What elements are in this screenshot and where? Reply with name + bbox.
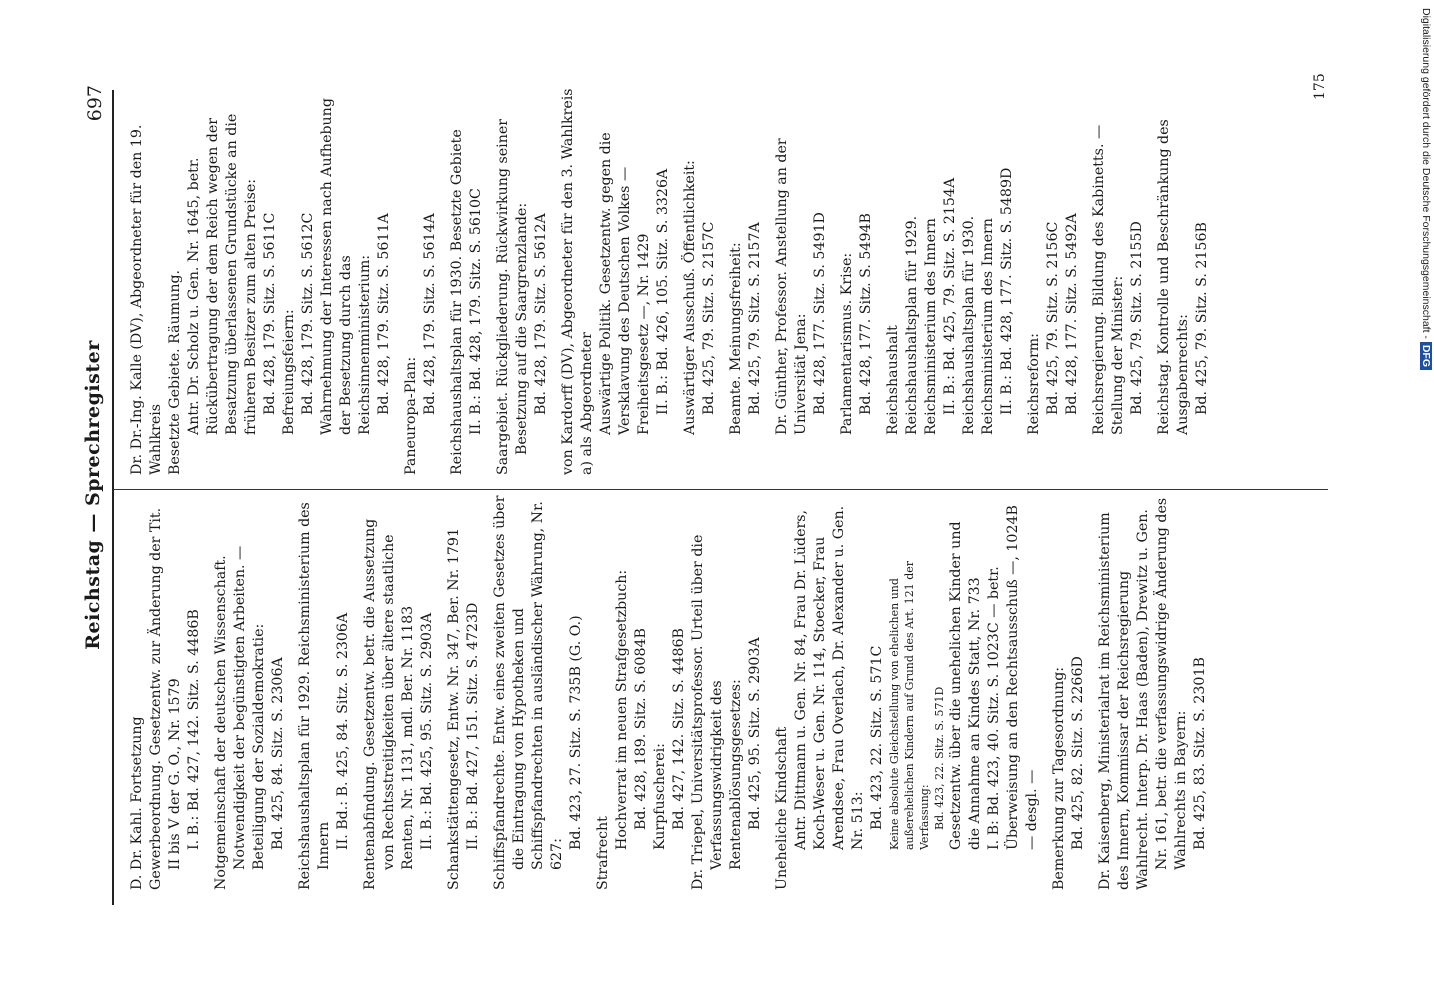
right-column: [120, 80, 1212, 475]
register-entry: Dr. Triepel, Universitätsprofessor. Urteil über die Verfassungswidrigkeit des Rentenablösungsgesetzes:: [690, 534, 744, 890]
register-entry: Bd. 423, 27. Sitz. S. 735B (G. O.): [568, 615, 584, 850]
register-entry: Reichshaushalt: [885, 325, 901, 435]
register-entry: Bd. 428, 179. Sitz. S. 5614A: [422, 213, 438, 415]
column-divider: [113, 489, 1328, 490]
register-entry: Schiffspfandrechte. Entw. eines zweiten Gesetzes über die Eintragung von Hypotheken und Schiffspfandrechten in ausländischer Währung, Nr. 627:: [492, 495, 565, 890]
register-entry: Reichshaushaltsplan für 1930. Reichsministerium des Innern: [961, 215, 996, 435]
register-entry: Saargebiet. Rückgliederung. Rückwirkung seiner Besetzung auf die Saargrenzlande:: [495, 118, 530, 475]
register-entry: Besetzte Gebiete. Räumung.: [167, 269, 183, 475]
register-entry: Reichsregierung. Bildung des Kabinetts. — Stellung der Minister:: [1091, 124, 1126, 435]
register-entry: II. B.: Bd. 426, 105. Sitz. S. 3326A: [655, 168, 671, 415]
register-entry: Bd. 425, 84. Sitz. S. 2306A: [270, 657, 286, 850]
register-entry: Bd. 425, 95. Sitz. S. 2903A: [747, 637, 763, 830]
register-entry: Antr. Dittmann u. Gen. Nr. 84, Frau Dr. Lüders, Koch-Weser u. Gen. Nr. 114, Stoecker, Frau Arendsee, Frau Overlach, Dr. Alexander u. Gen. Nr. 513:: [793, 505, 866, 850]
register-entry: Bd. 425, 79. Sitz. S. 2157A: [747, 222, 763, 415]
register-entry: Bd. 425, 79. Sitz. S. 2155D: [1129, 221, 1145, 415]
register-entry: D. Dr. Kahl. Fortsetzung: [129, 716, 145, 890]
register-entry: Bemerkung zur Tagesordnung:: [1051, 666, 1067, 890]
register-entry: Reichstag. Kontrolle und Beschränkung des Ausgabenrechts:: [1156, 119, 1191, 435]
register-entry: Wahrnehmung der Interessen nach Aufhebung der Besetzung durch das Reichsinnenministerium:: [319, 98, 373, 435]
register-entry: Dr. Kaisenberg, Ministerialrat im Reichsministerium des Innern, Kommissar der Reichsregierung: [1097, 512, 1132, 890]
register-entry: Hochverrat im neuen Strafgesetzbuch:: [614, 569, 630, 850]
register-entry: Reichshaushaltsplan für 1929. Reichsministerium des Innern: [904, 215, 939, 435]
left-column: [120, 495, 1210, 890]
register-entry: Schankstättengesetz, Entw. Nr. 347, Ber. Nr. 1791: [446, 528, 462, 890]
register-entry: Bd. 428, 179. Sitz. S. 5612A: [533, 213, 549, 415]
register-entry: Reichsreform:: [1026, 333, 1042, 435]
register-entry: Paneuropa-Plan:: [403, 356, 419, 475]
register-entry: Rentenabfindung. Gesetzentw. betr. die Aussetzung von Rechtsstreitigkeiten über ältere staatliche Renten, Nr. 1131, mdl. Ber. Nr. 1183: [362, 518, 416, 890]
register-entry: Bd. 425, 79. Sitz. S. 2156B: [1194, 222, 1210, 415]
register-entry: Dr. Dr.-Ing. Kalle (DV), Abgeordneter für den 19. Wahlkreis: [129, 124, 164, 475]
signature-mark: 175: [1312, 73, 1328, 100]
register-entry: I. B.: Bd. 427, 142. Sitz. S. 4486B: [186, 609, 202, 850]
page-header: [82, 85, 114, 905]
register-entry: Auswärtiger Ausschuß. Öffentlichkeit:: [682, 160, 698, 435]
register-entry: Bd. 423, 22. Sitz. S. 571D: [933, 686, 946, 830]
register-entry: II. B.: Bd. 425, 79. Sitz. S. 2154A: [942, 177, 958, 415]
register-entry: von Kardorff (DV), Abgeordneter für den 3. Wahlkreis: [560, 88, 576, 475]
register-entry: Dr. Günther, Professor. Anstellung an der Universität Jena:: [774, 138, 809, 435]
register-entry: Bd. 427, 142. Sitz. S. 4486B: [671, 628, 687, 830]
register-entry: Befreiungsfeiern:: [281, 309, 297, 435]
register-entry: Antr. Dr. Scholz u. Gen. Nr. 1645, betr. Rückübertragung der dem Reich wegen der Besatzung überlassenen Grundstücke an die früheren Besitzer zum alten Preise:: [186, 113, 259, 435]
page-number: 697: [84, 85, 106, 122]
register-entry: Reichshaushaltsplan für 1930. Besetzte Gebiete: [449, 129, 465, 475]
register-entry: Strafrecht: [595, 816, 611, 890]
register-entry: Parlamentarismus. Krise:: [839, 252, 855, 435]
register-entry: II. B.: Bd. 427, 151. Sitz. S. 4723D: [465, 602, 481, 850]
register-entry: Notgemeinschaft der deutschen Wissenschaft. Notwendigkeit der begünstigten Arbeiten. — Beteiligung der Sozialdemokratie:: [213, 545, 267, 890]
register-entry: Bd. 425, 79. Sitz. S. 2157C: [701, 221, 717, 415]
register-entry: Bd. 425, 82. Sitz. S. 2266D: [1070, 656, 1086, 850]
register-entry: Bd. 425, 83. Sitz. S. 2301B: [1192, 657, 1208, 850]
register-entry: Gesetzentw. über die unehelichen Kinder und die Annahme an Kindes Statt, Nr. 733: [948, 521, 983, 850]
register-entry: Gewerbeordnung. Gesetzentw. zur Änderung der Tit. II bis V der G. O., Nr. 1579: [148, 507, 183, 890]
register-entry: Bd. 428, 179. Sitz. S. 5611A: [376, 213, 392, 415]
register-entry: Bd. 428, 179. Sitz. S. 5611C: [262, 212, 278, 415]
register-entry: Beamte. Meinungsfreiheit:: [728, 242, 744, 435]
register-entry: Auswärtige Politik. Gesetzentw. gegen die Versklavung des Deutschen Volkes — Freiheitsgesetz —, Nr. 1429: [598, 132, 652, 435]
header-rule: [112, 90, 114, 905]
credit-text: Digitalisierung gefördert durch die Deutsche Forschungsgemeinschaft -: [1420, 8, 1432, 339]
running-title: Reichstag — Sprechregister: [82, 340, 104, 650]
register-entry: II. Bd.: B. 425, 84. Sitz. S. 2306A: [335, 612, 351, 850]
digitization-credit: [1418, 8, 1432, 993]
register-entry: Uneheliche Kindschaft: [774, 726, 790, 890]
register-entry: Bd. 428, 177. Sitz. S. 5494B: [858, 213, 874, 415]
register-entry: Keine absolute Gleichstellung von ehelichen und außerehelichen Kindern auf Grund des Art. 121 der Verfassung:: [888, 560, 931, 850]
register-entry: II. B.: Bd. 428, 179. Sitz. S. 5610C: [468, 188, 484, 435]
register-entry: I. B: Bd. 423, 40. Sitz. S. 1023C — betr. Überweisung an den Rechtsausschuß —, 1024B — desgl. —: [986, 505, 1040, 850]
register-entry: Reichshaushaltsplan für 1929. Reichsministerium des Innern: [297, 502, 332, 890]
register-entry: Bd. 425, 79. Sitz. S. 2156C: [1045, 221, 1061, 415]
register-entry: Bd. 428, 177. Sitz. S. 5491D: [812, 212, 828, 415]
register-entry: Bd. 428, 177. Sitz. S. 5492A: [1064, 213, 1080, 415]
dfg-logo: DFG: [1420, 342, 1432, 370]
register-entry: Wahlrecht. Interp. Dr. Haas (Baden), Drewitz u. Gen. Nr. 161, betr. die verfassungswidrige Änderung des Wahlrechts in Bayern:: [1135, 497, 1189, 890]
register-entry: Bd. 428, 189. Sitz. S. 6084B: [633, 628, 649, 830]
register-entry: a) als Abgeordneter: [579, 332, 595, 475]
register-entry: Bd. 428, 179. Sitz. S. 5612C: [300, 212, 316, 415]
register-entry: II. B.: Bd. 428, 177. Sitz. S. 5489D: [999, 167, 1015, 415]
register-entry: II. B.: Bd. 425, 95. Sitz. S. 2903A: [419, 612, 435, 850]
register-entry: Bd. 423, 22. Sitz. S. 571C: [869, 645, 885, 830]
register-entry: Kurpfuscherei:: [652, 743, 668, 850]
